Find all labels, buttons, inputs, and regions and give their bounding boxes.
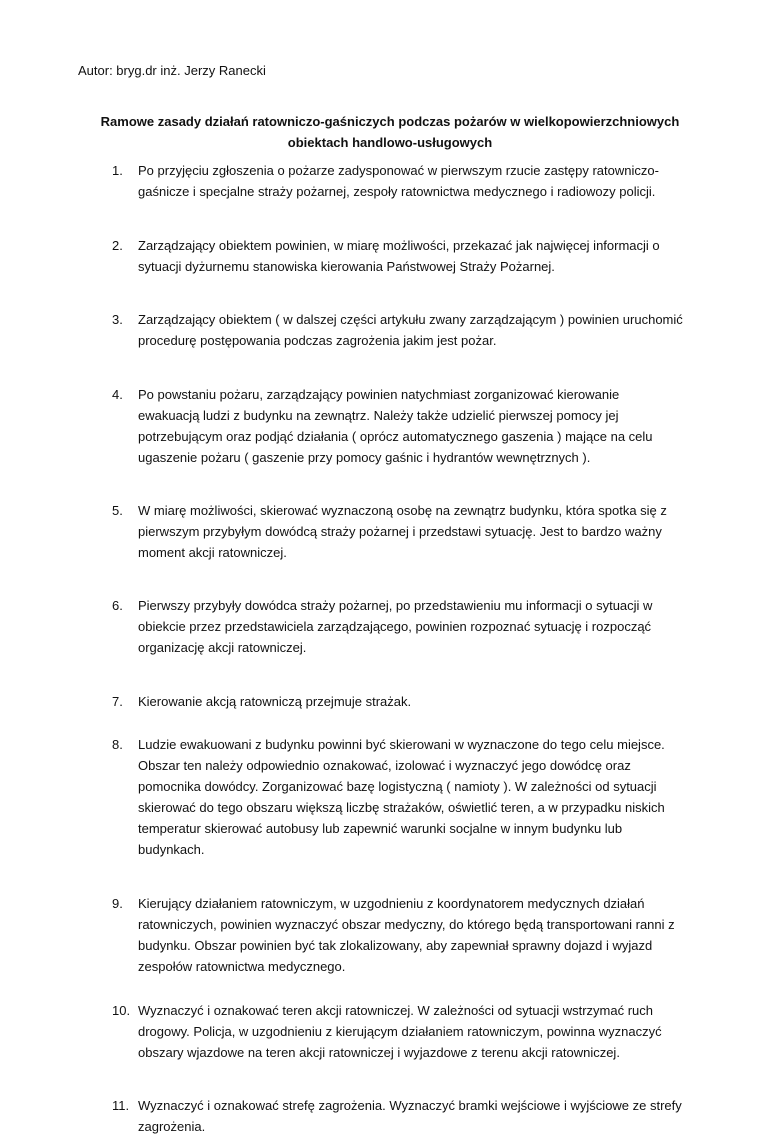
text-line: Wyznaczyć i oznakować strefę zagrożenia. Wyznaczyć bramki wejściowe i wyjściowe ze strefy bbox=[138, 1098, 682, 1113]
list-item-text bbox=[138, 1095, 698, 1137]
text-line: Po powstaniu pożaru, zarządzający powinien natychmiast zorganizować kierowanie bbox=[138, 387, 620, 402]
list-item-number: 7. bbox=[112, 694, 123, 709]
text-line: Kierowanie akcją ratowniczą przejmuje strażak. bbox=[138, 694, 412, 709]
list-item-text bbox=[138, 734, 698, 860]
text-line: ratowniczych, powinien wyznaczyć obszar medyczny, do którego będą transportowani ranni z bbox=[138, 917, 675, 932]
list-item-text bbox=[138, 384, 698, 468]
title-line: obiektach handlowo-usługowych bbox=[287, 135, 493, 150]
list-item-number: 10. bbox=[112, 1003, 131, 1018]
list-item-number: 2. bbox=[112, 238, 123, 253]
text-line: pomocnika dowódcy. Zorganizować bazę logistyczną ( namioty ). W zależności od sytuacji bbox=[138, 779, 657, 794]
text-line: Obszar ten należy odpowiednio oznakować, izolować i wyznaczyć jego dowódcę oraz bbox=[138, 758, 631, 773]
list-item-text bbox=[138, 595, 698, 658]
text-line: procedurę postępowania podczas zagrożenia jakim jest pożar. bbox=[138, 333, 497, 348]
list-item-text bbox=[138, 309, 698, 351]
text-line: gaśnicze i specjalne straży pożarnej, zespoły ratownictwa medycznego i radiowozy policji. bbox=[138, 184, 656, 199]
text-line: pierwszym przybyłym dowódcą straży pożarnej i przedstawi sytuację. Jest to bardzo ważny bbox=[138, 524, 662, 539]
title-line: Ramowe zasady działań ratowniczo-gaśniczych podczas pożarów w wielkopowierzchniowych bbox=[100, 114, 680, 129]
text-line: W miarę możliwości, skierować wyznaczoną osobę na zewnątrz budynku, która spotka się z bbox=[138, 503, 667, 518]
list-item-text bbox=[138, 500, 698, 563]
list-item-number: 1. bbox=[112, 163, 123, 178]
text-line: ewakuacją ludzi z budynku na zewnątrz. Należy także udzielić pierwszej pomocy jej bbox=[138, 408, 619, 423]
text-line: Zarządzający obiektem powinien, w miarę możliwości, przekazać jak najwięcej informacji o bbox=[138, 238, 660, 253]
text-line: Pierwszy przybyły dowódca straży pożarnej, po przedstawieniu mu informacji o sytuacji w bbox=[138, 598, 653, 613]
text-line: Kierujący działaniem ratowniczym, w uzgodnieniu z koordynatorem medycznych działań bbox=[138, 896, 645, 911]
document-title bbox=[90, 111, 690, 153]
text-line: temperatur skierować autobusy lub zapewnić warunki socjalne w innym budynku lub bbox=[138, 821, 623, 836]
list-item-number: 4. bbox=[112, 387, 123, 402]
text-line: Ludzie ewakuowani z budynku powinni być skierowani w wyznaczone do tego celu miejsce. bbox=[138, 737, 665, 752]
list-item-text bbox=[138, 1000, 698, 1063]
text-line: zespołów ratownictwa medycznego. bbox=[138, 959, 346, 974]
list-item-text bbox=[138, 893, 698, 977]
text-line: potrzebującym oraz podjąć działania ( oprócz automatycznego gaszenia ) mające na celu bbox=[138, 429, 653, 444]
text-line: budynku. Obszar powinien być tak zlokalizowany, aby zapewniał sprawny dojazd i wyjazd bbox=[138, 938, 653, 953]
text-line: sytuacji dyżurnemu stanowiska kierowania Państwowej Straży Pożarnej. bbox=[138, 259, 555, 274]
list-item-number: 9. bbox=[112, 896, 123, 911]
text-line: drogowy. Policja, w uzgodnieniu z kierującym działaniem ratowniczym, powinna wyznaczyć bbox=[138, 1024, 662, 1039]
list-item-number: 5. bbox=[112, 503, 123, 518]
text-line: ugaszenie pożaru ( gaszenie przy pomocy gaśnic i hydrantów wewnętrznych ). bbox=[138, 450, 591, 465]
text-line: skierować do tego obszaru większą liczbę strażaków, oświetlić teren, a w przypadku niskich bbox=[138, 800, 665, 815]
text-line: Po przyjęciu zgłoszenia o pożarze zadysponować w pierwszym rzucie zastępy ratowniczo- bbox=[138, 163, 659, 178]
list-item-number: 11. bbox=[112, 1098, 130, 1113]
list-item-text bbox=[138, 235, 698, 277]
text-line: obiekcie przez przedstawiciela zarządzającego, powinien rozpoznać sytuację i rozpocząć bbox=[138, 619, 652, 634]
text-line: moment akcji ratowniczej. bbox=[138, 545, 287, 560]
text-line: obszary wjazdowe na teren akcji ratowniczej i wyjazdowe z terenu akcji ratowniczej. bbox=[138, 1045, 620, 1060]
list-item-number: 3. bbox=[112, 312, 123, 327]
list-item-number: 8. bbox=[112, 737, 123, 752]
list-item-text bbox=[138, 160, 698, 202]
list-item-text bbox=[138, 691, 698, 712]
text-line: organizację akcji ratowniczej. bbox=[138, 640, 307, 655]
list-item-number: 6. bbox=[112, 598, 123, 613]
text-line: Wyznaczyć i oznakować teren akcji ratowniczej. W zależności od sytuacji wstrzymać ruch bbox=[138, 1003, 653, 1018]
text-line: Zarządzający obiektem ( w dalszej części artykułu zwany zarządzającym ) powinien uruchomić bbox=[138, 312, 683, 327]
author-line: Autor: bryg.dr inż. Jerzy Ranecki bbox=[78, 63, 266, 78]
text-line: zagrożenia. bbox=[138, 1119, 206, 1134]
text-line: budynkach. bbox=[138, 842, 205, 857]
